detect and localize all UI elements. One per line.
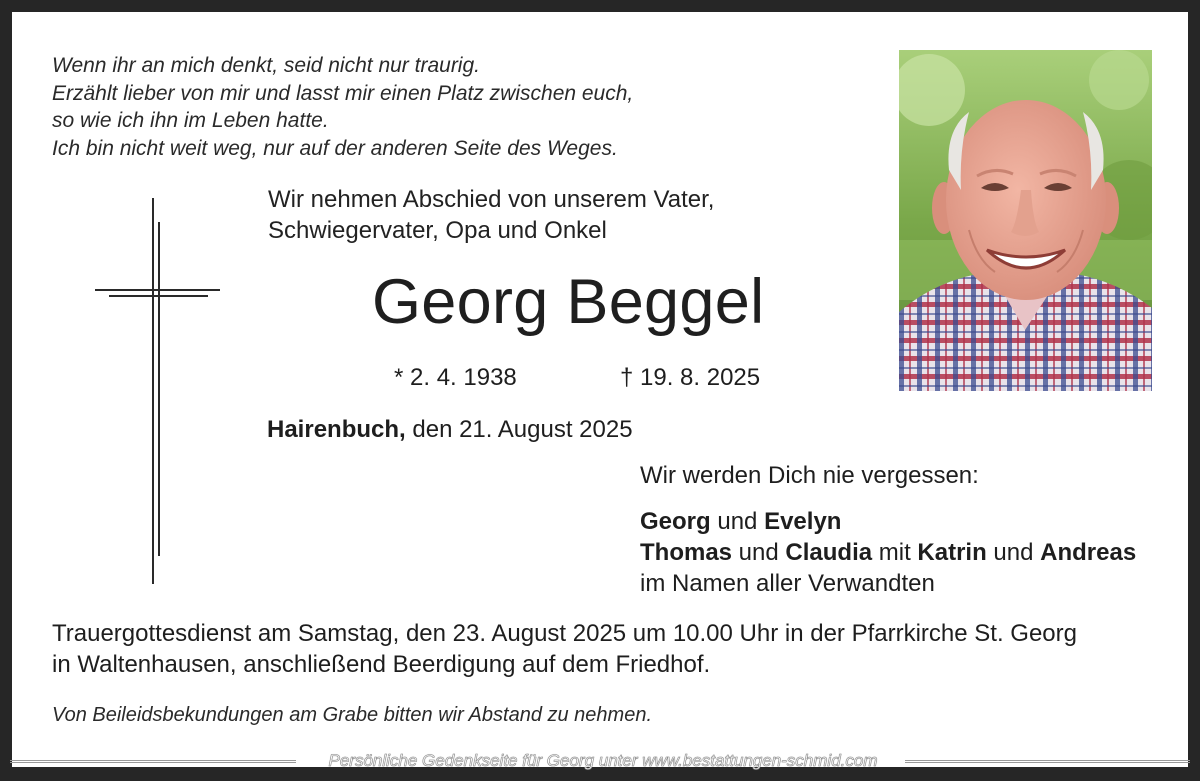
intro-line: Schwiegervater, Opa und Onkel (268, 217, 607, 244)
mourner-name: Evelyn (764, 508, 842, 535)
place-date (267, 416, 633, 444)
conjunction: und (986, 539, 1041, 566)
mourner-name: Andreas (1040, 539, 1137, 566)
mourner-name: Georg (640, 508, 711, 535)
birth-date: * 2. 4. 1938 (394, 364, 517, 391)
service-line: in Waltenhausen, anschließend Beerdigung auf dem Friedhof. (52, 651, 711, 678)
intro-line: Wir nehmen Abschied von unserem Vater, (268, 186, 715, 213)
portrait-illustration (899, 50, 1152, 391)
farewell-intro (268, 184, 868, 246)
funeral-service-info (52, 618, 1172, 680)
portrait-photo (899, 50, 1152, 391)
cross-icon (94, 196, 224, 588)
conjunction: und (710, 508, 765, 535)
poem-line: Erzählt lieber von mir und lasst mir einen Platz zwischen euch, (52, 81, 634, 105)
place: Hairenbuch, (267, 416, 406, 443)
condolence-note: Von Beileidsbekundungen am Grabe bitten wir Abstand zu nehmen. (52, 704, 653, 726)
mourner-name: Katrin (917, 539, 987, 566)
footer-rule-right (905, 760, 1190, 763)
poem-line: so wie ich ihn im Leben hatte. (52, 109, 329, 132)
poem (52, 52, 852, 162)
date: den 21. August 2025 (405, 416, 633, 443)
footer-rule-left (10, 760, 296, 763)
mourners-heading: Wir werden Dich nie vergessen: (640, 462, 979, 489)
mourner-name: Thomas (640, 539, 733, 566)
poem-line: Ich bin nicht weit weg, nur auf der anderen Seite des Weges. (52, 136, 618, 160)
deceased-name: Georg Beggel (372, 267, 765, 337)
mourners-line: im Namen aller Verwandten (640, 570, 935, 597)
service-line: Trauergottesdienst am Samstag, den 23. August 2025 um 10.00 Uhr in der Pfarrkirche St. Georg (52, 620, 1077, 647)
death-date: † 19. 8. 2025 (620, 364, 761, 391)
mourner-name: Claudia (785, 539, 873, 566)
poem-line: Wenn ihr an mich denkt, seid nicht nur traurig. (52, 54, 480, 77)
mourners-line (640, 537, 1180, 568)
mourners (640, 460, 1180, 599)
conjunction: und (732, 539, 786, 566)
conjunction: mit (872, 539, 918, 566)
mourners-line (640, 506, 1180, 537)
memorial-footer (10, 750, 1190, 772)
memorial-page-link[interactable]: Persönliche Gedenkseite für Georg unter www.bestattungen-schmid.com (328, 751, 878, 770)
